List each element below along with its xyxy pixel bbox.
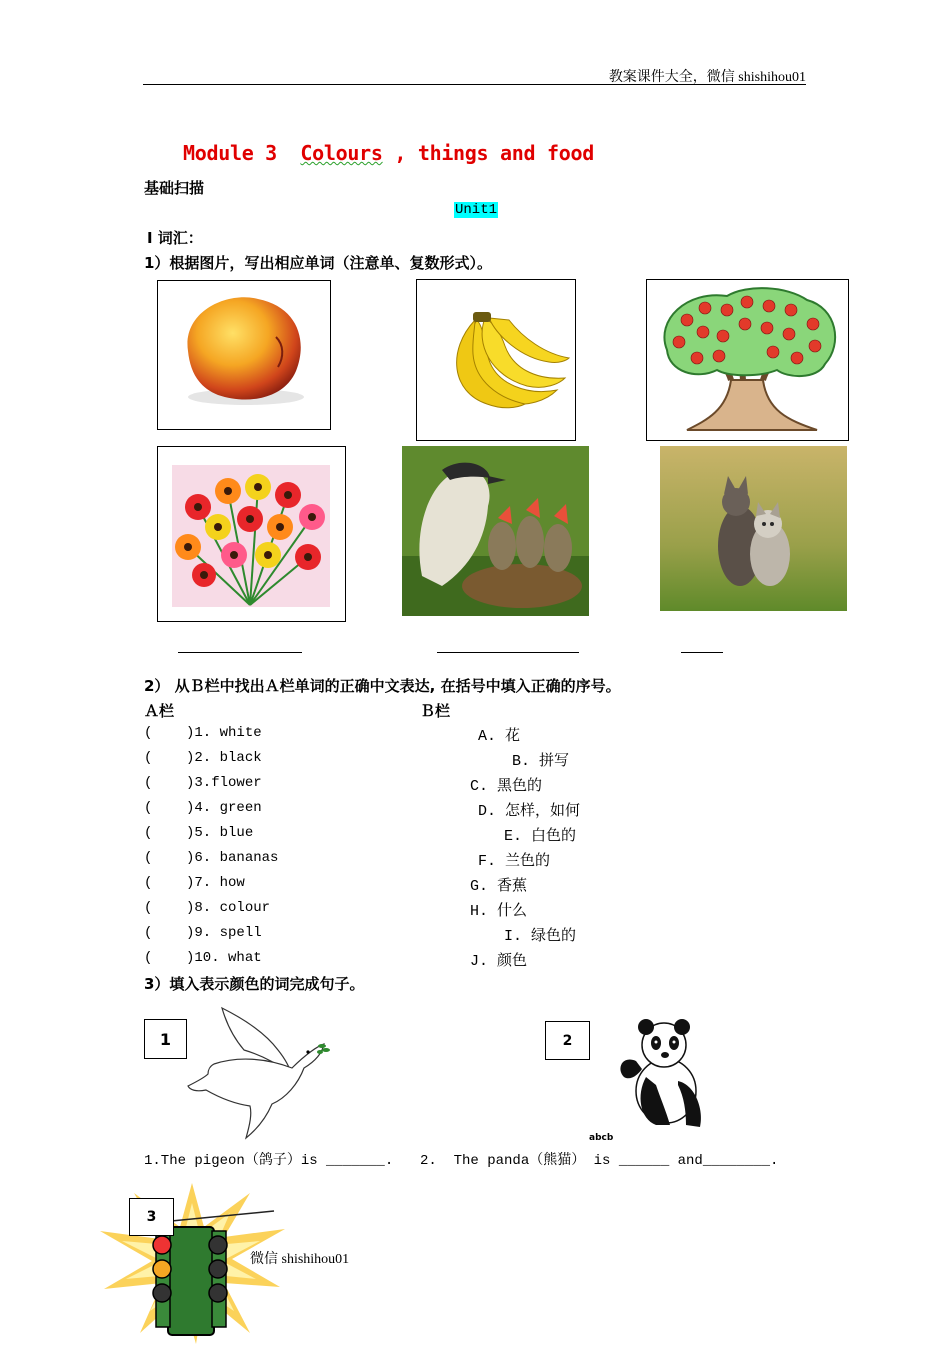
question-3-heading: 3）填入表示颜色的词完成句子。 [144,975,365,993]
footer-text: 微信 shishihou01 [250,1252,350,1267]
column-b-item-g: G. 香蕉 [470,878,528,895]
birds-picture [402,446,589,616]
column-b-item-i: I. 绿色的 [504,928,577,945]
header-rule [143,84,806,85]
header-text: 教案课件大全，微信 shishihou01 [608,70,806,85]
column-a-item-9: ( )9. spell [144,925,262,941]
column-b-item-d: D. 怎样，如何 [478,803,581,820]
number-box-1: 1 [144,1019,187,1059]
sentence-1: 1.The pigeon（鸽子）is _______. [144,1153,394,1169]
answer-blank-1[interactable] [178,652,302,653]
apple-picture [157,280,331,430]
title-module: Module 3 [183,141,277,165]
column-a-item-8: ( )8. colour [144,900,271,916]
column-a-item-1: ( )1. white [144,725,262,741]
column-b-item-h: H. 什么 [470,903,528,920]
column-a-item-2: ( )2. black [144,750,262,766]
section-basic-heading: 基础扫描 [144,179,205,197]
vocab-heading: Ⅰ 词汇： [147,229,203,247]
column-b-heading: Ｂ栏 [420,702,451,720]
bananas-picture [416,279,576,441]
cats-picture [660,446,847,611]
column-a-item-10: ( )10. what [144,950,262,966]
title-colours: Colours [300,141,383,165]
sentence-2: 2. The panda（熊猫） is ______ and________. [420,1153,779,1169]
column-a-item-4: ( )4. green [144,800,262,816]
pigeon-picture [186,1006,336,1142]
column-a-item-7: ( )7. how [144,875,245,891]
panda-picture [616,1015,710,1131]
title-rest: , things and food [382,141,594,165]
page-title [183,141,594,165]
column-b-item-j: J. 颜色 [470,953,528,970]
question-2-heading: 2） 从Ｂ栏中找出Ａ栏单词的正确中文表达, 在括号中填入正确的序号。 [144,677,621,695]
number-box-3: 3 [129,1198,174,1236]
unit-label: Unit1 [455,202,498,218]
column-a-item-3: ( )3.flower [144,775,262,791]
column-b-item-a: A. 花 [478,728,521,745]
number-box-2: 2 [545,1021,590,1060]
answer-blank-2[interactable] [437,652,579,653]
column-b-item-e: E. 白色的 [504,828,577,845]
tree-picture [646,279,849,441]
column-a-heading: Ａ栏 [144,702,175,720]
column-b-item-f: F. 兰色的 [478,853,551,870]
column-a-item-5: ( )5. blue [144,825,254,841]
column-b-item-b: B. 拼写 [512,753,570,770]
answer-blank-3[interactable] [681,652,723,653]
column-a-item-6: ( )6. bananas [144,850,279,866]
flowers-picture [157,446,346,622]
column-b-item-c: C. 黑色的 [470,778,543,795]
question-1-heading: 1）根据图片，写出相应单词（注意单、复数形式）。 [144,254,492,272]
panda-caption: abcb [589,1133,614,1143]
